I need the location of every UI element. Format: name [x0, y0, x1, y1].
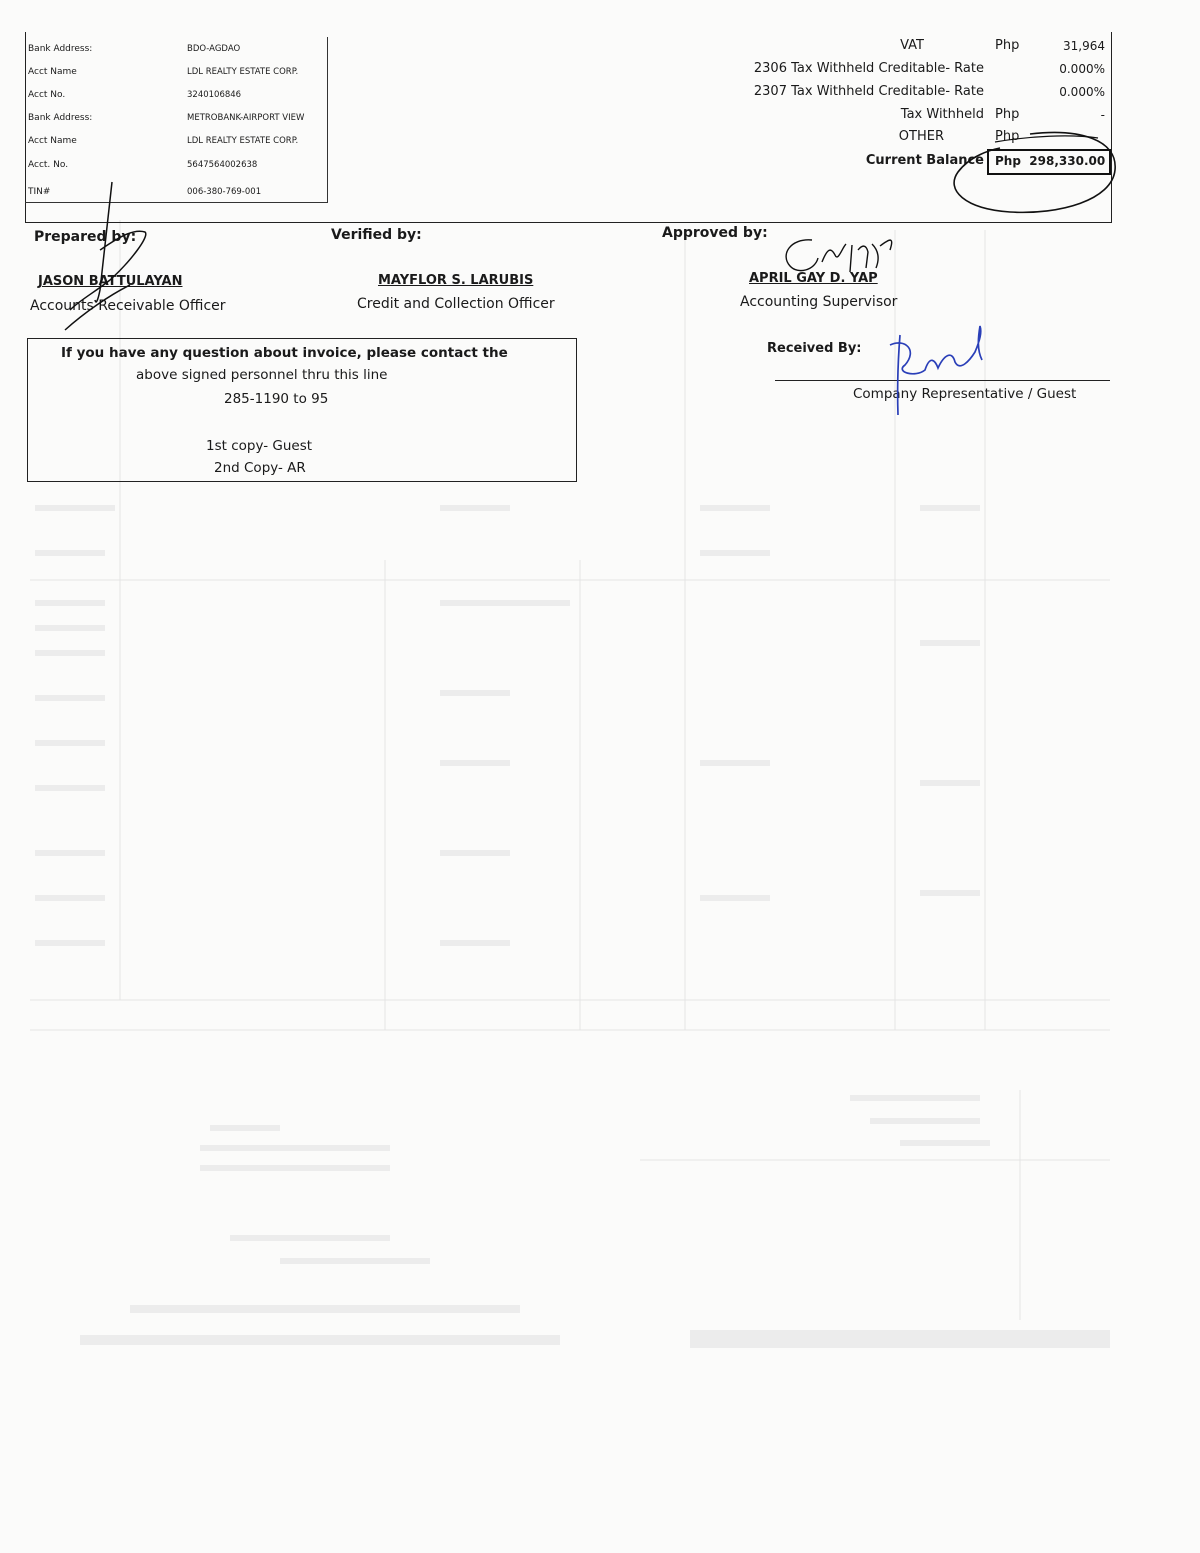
verified-by-label: Verified by:: [331, 227, 422, 243]
prepared-by-name: JASON BATTULAYAN: [38, 274, 183, 289]
contact-line-1: If you have any question about invoice, please contact the: [61, 345, 508, 361]
approved-by-name: APRIL GAY D. YAP: [749, 271, 878, 286]
bank-row-label: Acct No.: [28, 90, 66, 100]
approved-by-title: Accounting Supervisor: [740, 294, 898, 310]
bank-row-value: BDO-AGDAO: [187, 44, 241, 54]
bank-row-value: METROBANK-AIRPORT VIEW: [187, 113, 305, 123]
vat-value: 31,964: [1063, 39, 1105, 53]
received-by-signature: [890, 326, 982, 415]
balance-circle-mark: [954, 133, 1115, 213]
bank-row-value: 006-380-769-001: [187, 187, 262, 197]
tax-withheld-currency: Php: [995, 107, 1020, 122]
vat-currency: Php: [995, 38, 1020, 53]
received-by-label: Received By:: [767, 341, 862, 356]
other-strike-mark: [995, 136, 1098, 142]
tax-withheld-value: -: [1100, 108, 1105, 122]
prepared-by-title: Accounts Receivable Officer: [30, 298, 226, 314]
current-balance-label: Current Balance: [865, 153, 984, 168]
copy-guest: 1st copy- Guest: [206, 438, 313, 454]
bank-row-label: Acct Name: [28, 136, 77, 146]
contact-phone: 285-1190 to 95: [224, 391, 329, 407]
other-currency: Php: [995, 129, 1020, 144]
approved-by-label: Approved by:: [662, 225, 768, 241]
current-balance-value: Php 298,330.00: [995, 154, 1106, 168]
copy-ar: 2nd Copy- AR: [214, 460, 306, 476]
bank-row-label: Acct. No.: [28, 160, 69, 170]
tax-2307-label: 2307 Tax Withheld Creditable- Rate: [753, 84, 984, 99]
tax-2307-value: 0.000%: [1059, 85, 1105, 99]
prepared-by-label: Prepared by:: [34, 229, 137, 245]
prepared-by-signature: [65, 182, 146, 330]
bank-row-label: TIN#: [28, 187, 51, 197]
tax-2306-value: 0.000%: [1059, 62, 1105, 76]
bank-row-label: Bank Address:: [28, 44, 93, 54]
vat-label: VAT: [900, 38, 924, 53]
bank-row-label: Acct Name: [28, 67, 77, 77]
verified-by-title: Credit and Collection Officer: [357, 296, 555, 312]
bank-row-label: Bank Address:: [28, 113, 93, 123]
other-label: OTHER: [898, 129, 944, 144]
received-by-title: Company Representative / Guest: [853, 386, 1077, 402]
contact-line-2: above signed personnel thru this line: [136, 367, 388, 383]
tax-2306-label: 2306 Tax Withheld Creditable- Rate: [753, 61, 984, 76]
bank-row-value: 5647564002638: [187, 160, 258, 170]
verified-by-name: MAYFLOR S. LARUBIS: [378, 273, 534, 288]
bank-row-value: LDL REALTY ESTATE CORP.: [187, 136, 299, 146]
approved-by-signature: [786, 240, 892, 272]
bank-row-value: LDL REALTY ESTATE CORP.: [187, 67, 299, 77]
bank-row-value: 3240106846: [187, 90, 242, 100]
tax-withheld-label: Tax Withheld: [900, 107, 984, 122]
